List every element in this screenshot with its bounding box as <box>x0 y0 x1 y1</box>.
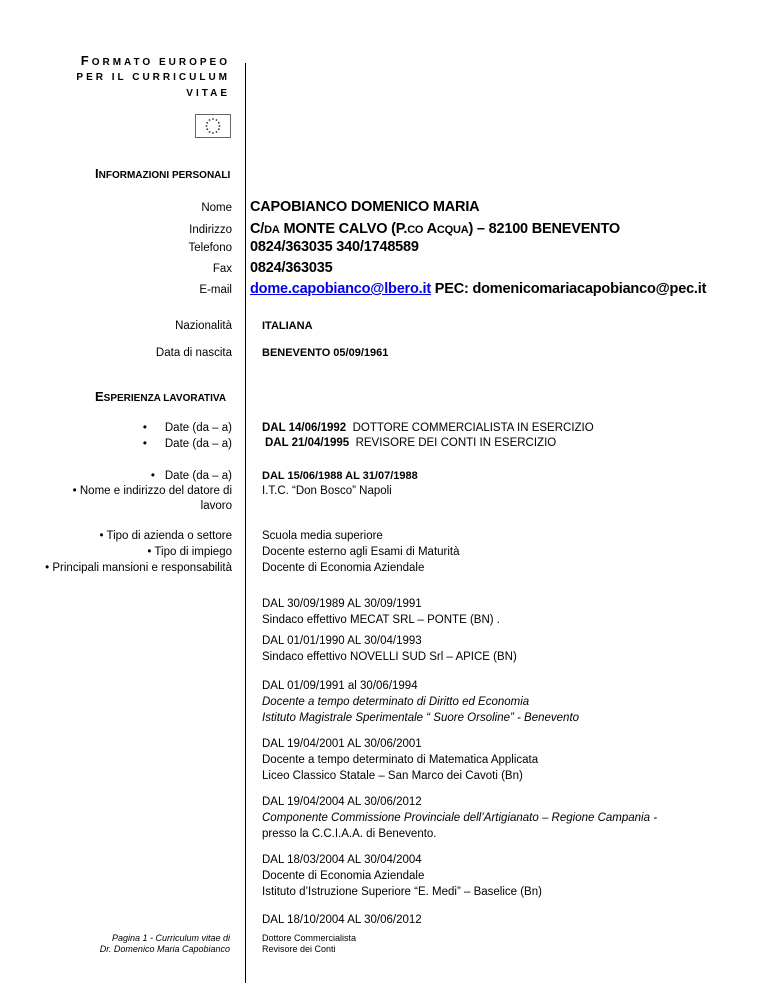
entry-3-employer: I.T.C. “Don Bosco” Napoli <box>262 485 392 497</box>
label-email: E-mail <box>199 284 232 296</box>
label-fax: Fax <box>212 263 232 275</box>
label-employer-2: lavoro <box>200 500 232 512</box>
label-phone: Telefono <box>188 242 232 254</box>
label-sector: • Tipo di azienda o settore <box>99 530 232 542</box>
value-address: C/DA MONTE CALVO (P.CO ACQUA) – 82100 BENEVENTO <box>250 221 620 237</box>
label-job-type: • Tipo di impiego <box>147 546 232 558</box>
block-6-date: DAL 18/03/2004 AL 30/04/2004 <box>262 854 422 866</box>
block-5-text-2: presso la C.C.I.A.A. di Benevento. <box>262 828 437 840</box>
entry-2: DAL 21/04/1995 REVISORE DEI CONTI IN ESERCIZIO <box>265 437 557 449</box>
value-nationality: ITALIANA <box>262 320 313 332</box>
cv-title-line1: FORMATO EUROPEO <box>80 53 230 68</box>
block-4-date: DAL 19/04/2001 AL 30/06/2001 <box>262 738 422 750</box>
label-date-1: • Date (da – a) <box>142 422 232 434</box>
footer-page-info: Pagina 1 - Curriculum vitae di <box>111 933 230 943</box>
block-4-text-2: Liceo Classico Statale – San Marco dei Cavoti (Bn) <box>262 770 523 782</box>
block-6-text: Docente di Economia Aziendale <box>262 870 425 882</box>
eu-flag-icon <box>195 114 231 138</box>
label-nationality: Nazionalità <box>175 320 232 332</box>
value-email <box>250 281 706 297</box>
label-employer: • Nome e indirizzo del datore di <box>72 485 232 497</box>
block-5-date: DAL 19/04/2004 AL 30/06/2012 <box>262 796 422 808</box>
label-date-2: • Date (da – a) <box>142 438 232 450</box>
section-personal-info: INFORMAZIONI PERSONALI <box>95 166 231 181</box>
footer-title-1: Dottore Commercialista <box>262 933 357 943</box>
value-name: CAPOBIANCO DOMENICO MARIA <box>250 199 480 215</box>
cv-title-line3: VITAE <box>186 88 230 99</box>
column-divider <box>245 63 246 983</box>
pec-address: PEC: domenicomariacapobianco@pec.it <box>434 281 707 297</box>
block-1-date: DAL 30/09/1989 AL 30/09/1991 <box>262 598 422 610</box>
entry-3-job: Docente esterno agli Esami di Maturità <box>262 546 460 558</box>
block-1-text: Sindaco effettivo MECAT SRL – PONTE (BN) . <box>262 614 500 626</box>
value-birth: BENEVENTO 05/09/1961 <box>262 347 389 359</box>
entry-3-date: DAL 15/06/1988 AL 31/07/1988 <box>262 470 418 482</box>
footer-title-2: Revisore dei Conti <box>262 944 336 954</box>
block-7-date: DAL 18/10/2004 AL 30/06/2012 <box>262 914 422 926</box>
value-fax: 0824/363035 <box>250 260 333 276</box>
footer-page-name: Dr. Domenico Maria Capobianco <box>99 944 230 954</box>
cv-title-line2: PER IL CURRICULUM <box>76 72 230 83</box>
email-link[interactable]: dome.capobianco@lbero.it <box>250 281 431 297</box>
block-3-date: DAL 01/09/1991 al 30/06/1994 <box>262 680 418 692</box>
label-address: Indirizzo <box>189 224 232 236</box>
label-name: Nome <box>201 202 232 214</box>
entry-3-duties: Docente di Economia Aziendale <box>262 562 425 574</box>
block-3-text: Docente a tempo determinato di Diritto ed Economia <box>262 696 530 708</box>
block-5-text: Componente Commissione Provinciale dell’Artigianato – Regione Campania - <box>262 812 658 824</box>
block-2-date: DAL 01/01/1990 AL 30/04/1993 <box>262 635 422 647</box>
block-6-text-2: Istituto d’Istruzione Superiore “E. Medi” – Baselice (Bn) <box>262 886 542 898</box>
block-3-text-2: Istituto Magistrale Sperimentale “ Suore Orsoline” - Benevento <box>262 712 580 724</box>
entry-1: DAL 14/06/1992 DOTTORE COMMERCIALISTA IN ESERCIZIO <box>262 422 594 434</box>
label-date-3: • Date (da – a) <box>150 470 232 482</box>
label-birth: Data di nascita <box>155 347 232 359</box>
section-work-experience: ESPERIENZA LAVORATIVA <box>95 389 227 404</box>
entry-3-sector: Scuola media superiore <box>262 530 383 542</box>
label-duties: • Principali mansioni e responsabilità <box>45 562 232 574</box>
block-4-text: Docente a tempo determinato di Matematica Applicata <box>262 754 539 766</box>
block-2-text: Sindaco effettivo NOVELLI SUD Srl – APICE (BN) <box>262 651 517 663</box>
value-phone: 0824/363035 340/1748589 <box>250 239 419 255</box>
